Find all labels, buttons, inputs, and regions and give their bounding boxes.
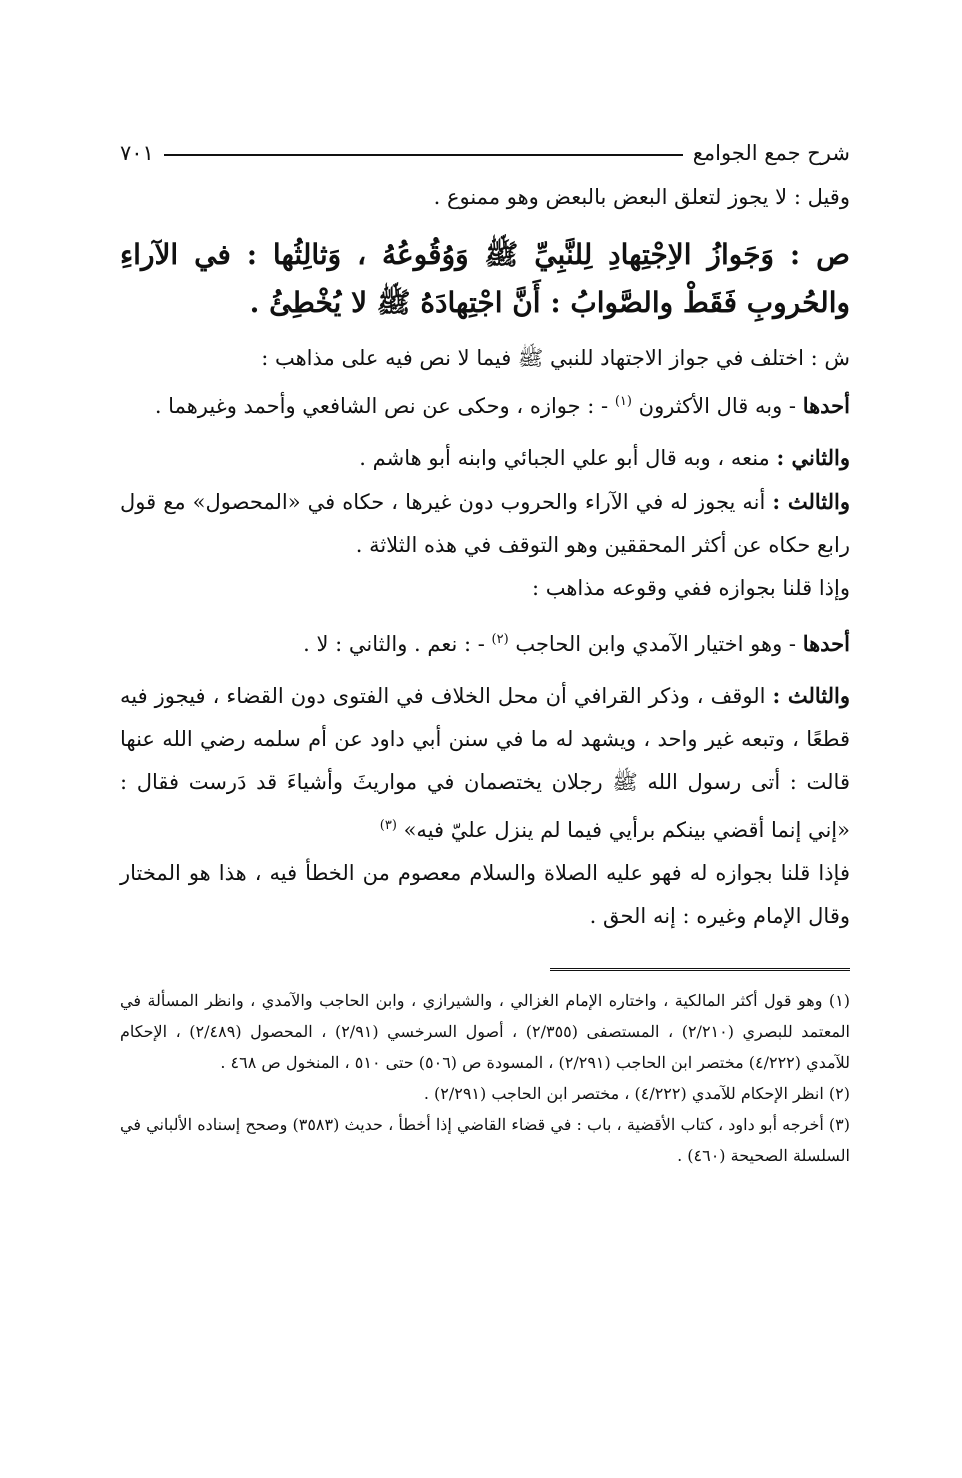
opinion-label: والثاني : [776, 445, 850, 470]
footnote-3: (٣) أخرجه أبو داود ، كتاب الأقضية ، باب : في قضاء القاضي إذا أخطأ ، حديث (٣٥٨٣) وصحح إسناده الألباني في السلسلة الصحيحة (٤٦٠) . [120, 1115, 850, 1165]
paragraph-8 [120, 674, 850, 852]
paragraph-9: فإذا قلنا بجوازه له فهو عليه الصلاة والسلام معصوم من الخطأ فيه ، هذا هو المختار وقال الإمام وغيره : إنه الحق . [120, 861, 850, 928]
running-header [120, 138, 850, 168]
paragraph-6: وإذا قلنا بجوازه ففي وقوعه مذاهب : [531, 576, 850, 600]
opinion-label: أحدها [802, 393, 850, 418]
footnote-separator [550, 968, 850, 973]
paragraph-5 [120, 480, 850, 567]
opinion-label: والثالث : [772, 489, 850, 514]
footnote-ref-2[interactable]: (٢) [491, 632, 509, 647]
paragraph-7-text-a: - وهو اختيار الآمدي وابن الحاجب [508, 632, 803, 656]
footnote-2: (٢) انظر الإحكام للآمدي (٤/٢٢٢) ، مختصر ابن الحاجب (٢/٢٩١) . [423, 1084, 850, 1103]
paragraph-7-text-b: - : نعم . والثاني : لا . [303, 632, 492, 656]
paragraph-8-text: الوقف ، وذكر القرافي أن محل الخلاف في الفتوى دون القضاء ، فيجوز فيه قطعًا ، وتبعه غير واحد ، ويشهد له ما في سنن أبي داود عن أم سلمه رضي الله عنها قالت : أتى رسول الله ﷺ رجلان يختصمان في مواريثَ وأشياءَ قد دَرست فقال : «إني إنما أقضي بينكم برأيي فيما لم ينزل عليّ فيه» [120, 684, 850, 842]
header-title: شرح جمع الجوامع [692, 141, 850, 165]
page-number: ٧٠١ [120, 141, 154, 165]
paragraph-4-text: منعه ، وبه قال أبو علي الجبائي وابنه أبو هاشم . [359, 446, 777, 470]
paragraph-3-text-b: - : جوازه ، وحكى عن نص الشافعي وأحمد وغيرهما . [154, 394, 615, 418]
paragraph-3-text-a: - وبه قال الأكثرون [631, 394, 803, 418]
paragraph-3 [120, 380, 850, 428]
matn-text: ص : وَجَوازُ الاِجْتِهادِ لِلنَّبِيِّ ﷺ وَوُقُوعُهُ ، وَثالِثُها : في الآراءِ والحُروبِ فَقَطْ والصَّوابُ : أَنَّ اجْتِهادَهُ ﷺ لا يُخْطِئُ . [120, 238, 850, 319]
paragraph-5-text: أنه يجوز له في الآراء والحروب دون غيرها ، حكاه في «المحصول» مع قول رابع حكاه عن أكثر المحققين وهو التوقف في هذه الثلاثة . [120, 490, 850, 557]
paragraph-2: ش : اختلف في جواز الاجتهاد للنبي ﷺ فيما لا نص فيه على مذاهب : [261, 346, 850, 370]
opinion-label: والثالث : [772, 683, 850, 708]
paragraph-4 [120, 436, 850, 480]
footnote-ref-1[interactable]: (١) [614, 394, 632, 409]
book-page [120, 138, 850, 1171]
paragraph-1: وقيل : لا يجوز لتعلق البعض بالبعض وهو ممنوع . [433, 185, 850, 209]
footnote-ref-3[interactable]: (٣) [379, 818, 397, 833]
footnote-1: (١) وهو قول أكثر المالكية ، واختاره الإمام الغزالي ، والشيرازي ، وابن الحاجب والآمدي ، وانظر المسألة في المعتمد للبصري (٢/٢١٠) ، المستصفى (٢/٣٥٥) ، أصول السرخسي (٢/٩١) ، المحصول (٢/٤٨٩) ، الإحكام للآمدي (٤/٢٢٢) مختصر ابن الحاجب (٢/٢٩١) ، المسودة ص (٥٠٦) حتى ٥١٠ ، المنخول ص ٤٦٨ . [120, 991, 851, 1072]
opinion-label: أحدها [802, 631, 850, 656]
paragraph-7 [120, 618, 850, 666]
header-rule [164, 154, 683, 156]
